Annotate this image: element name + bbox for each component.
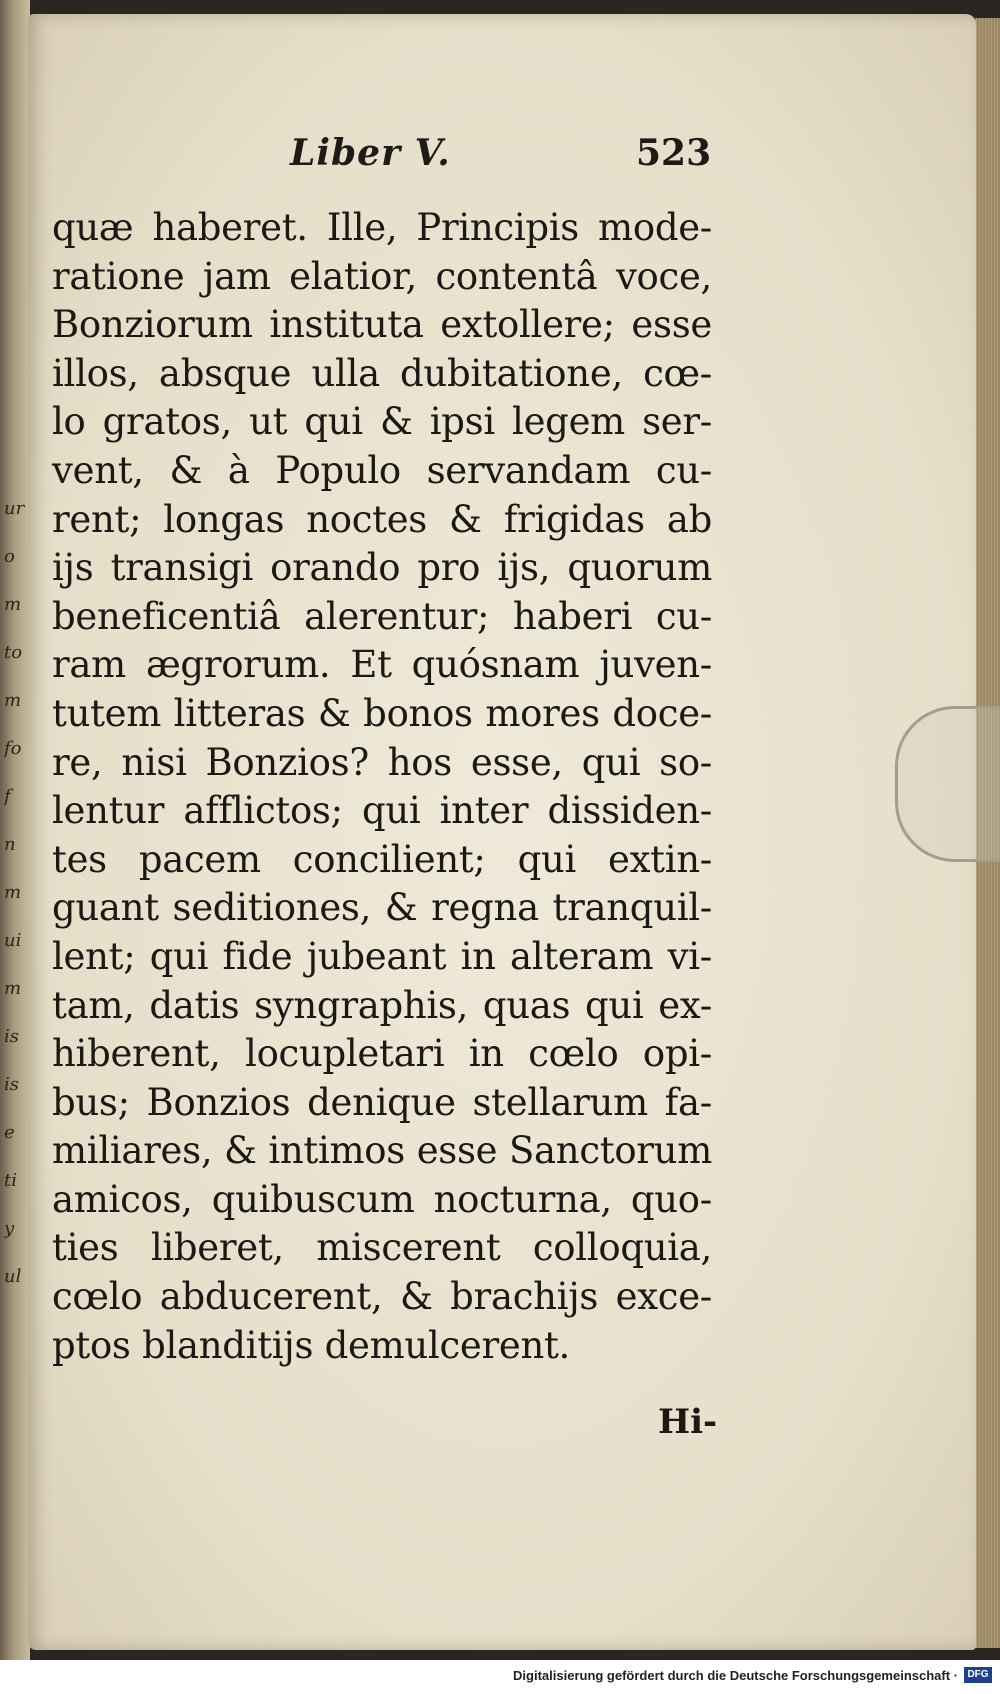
facing-page-fragment: ti bbox=[4, 1172, 17, 1190]
facing-page-fragment: ul bbox=[4, 1268, 22, 1286]
text-line: beneficentiâ alerentur; haberi cu- bbox=[52, 594, 712, 638]
facing-page-fragment: e bbox=[4, 1124, 15, 1142]
facing-page-fragment: fo bbox=[4, 740, 22, 758]
facing-page-fragment: f bbox=[4, 788, 11, 806]
page-header bbox=[28, 132, 976, 182]
text-line: illos, absque ulla dubitatione, cœ- bbox=[52, 351, 712, 395]
text-line: guant seditiones, & regna tranquil- bbox=[52, 886, 712, 930]
funding-credit: Digitalisierung gefördert durch die Deutsche Forschungsgemeinschaft · bbox=[513, 1668, 958, 1683]
text-line: ptos blanditijs demulcerent. bbox=[52, 1323, 571, 1367]
facing-page-fragment: ur bbox=[4, 500, 25, 518]
text-line: re, nisi Bonzios? hos esse, qui so- bbox=[52, 740, 712, 784]
facing-page-fragment: m bbox=[4, 884, 22, 902]
facing-page-fragment: o bbox=[4, 548, 15, 566]
text-line: tam, datis syngraphis, quas qui ex- bbox=[52, 983, 712, 1027]
facing-page-edge bbox=[0, 0, 30, 1660]
page-number: 523 bbox=[636, 132, 712, 174]
body-text bbox=[52, 204, 712, 1370]
facing-page-fragment: is bbox=[4, 1076, 19, 1094]
running-head: Liber V. bbox=[290, 132, 451, 174]
page-clip bbox=[895, 706, 1000, 862]
facing-page-fragment: m bbox=[4, 692, 22, 710]
text-line: quæ haberet. Ille, Principis mode- bbox=[52, 206, 712, 249]
facing-page-fragment: n bbox=[4, 836, 16, 854]
text-line: Bonziorum instituta extollere; esse bbox=[52, 303, 712, 347]
facing-page-fragment: m bbox=[4, 980, 22, 998]
text-line: rent; longas noctes & frigidas ab bbox=[52, 497, 712, 541]
text-line: tutem litteras & bonos mores doce- bbox=[52, 691, 712, 735]
facing-page-fragment: is bbox=[4, 1028, 19, 1046]
text-line: ijs transigi orando pro ijs, quorum bbox=[52, 546, 712, 590]
book-page bbox=[28, 14, 976, 1650]
facing-page-fragment: m bbox=[4, 596, 22, 614]
text-line: lo gratos, ut qui & ipsi legem ser- bbox=[52, 400, 712, 444]
text-line: ratione jam elatior, contentâ voce, bbox=[52, 254, 712, 298]
facing-page-fragment: y bbox=[4, 1220, 15, 1238]
facing-page-fragment: ui bbox=[4, 932, 22, 950]
text-line: hiberent, locupletari in cœlo opi- bbox=[52, 1032, 712, 1076]
text-line: ram ægrorum. Et quósnam juven- bbox=[52, 643, 712, 687]
text-line: miliares, & intimos esse Sanctorum bbox=[52, 1129, 712, 1173]
text-line: lent; qui fide jubeant in alteram vi- bbox=[52, 934, 712, 978]
footer-bar bbox=[0, 1660, 1000, 1694]
text-line: lentur afflictos; qui inter dissiden- bbox=[52, 789, 712, 833]
dfg-logo: DFG bbox=[964, 1667, 992, 1683]
text-line: bus; Bonzios denique stellarum fa- bbox=[52, 1080, 712, 1124]
text-line: cœlo abducerent, & brachijs exce- bbox=[52, 1275, 712, 1319]
text-line: tes pacem concilient; qui extin- bbox=[52, 837, 712, 881]
text-line: ties liberet, miscerent colloquia, bbox=[52, 1226, 712, 1270]
text-line: vent, & à Populo servandam cu- bbox=[52, 448, 712, 492]
text-line: amicos, quibuscum nocturna, quo- bbox=[52, 1177, 712, 1221]
catchword: Hi- bbox=[658, 1402, 718, 1442]
facing-page-fragment: to bbox=[4, 644, 23, 662]
